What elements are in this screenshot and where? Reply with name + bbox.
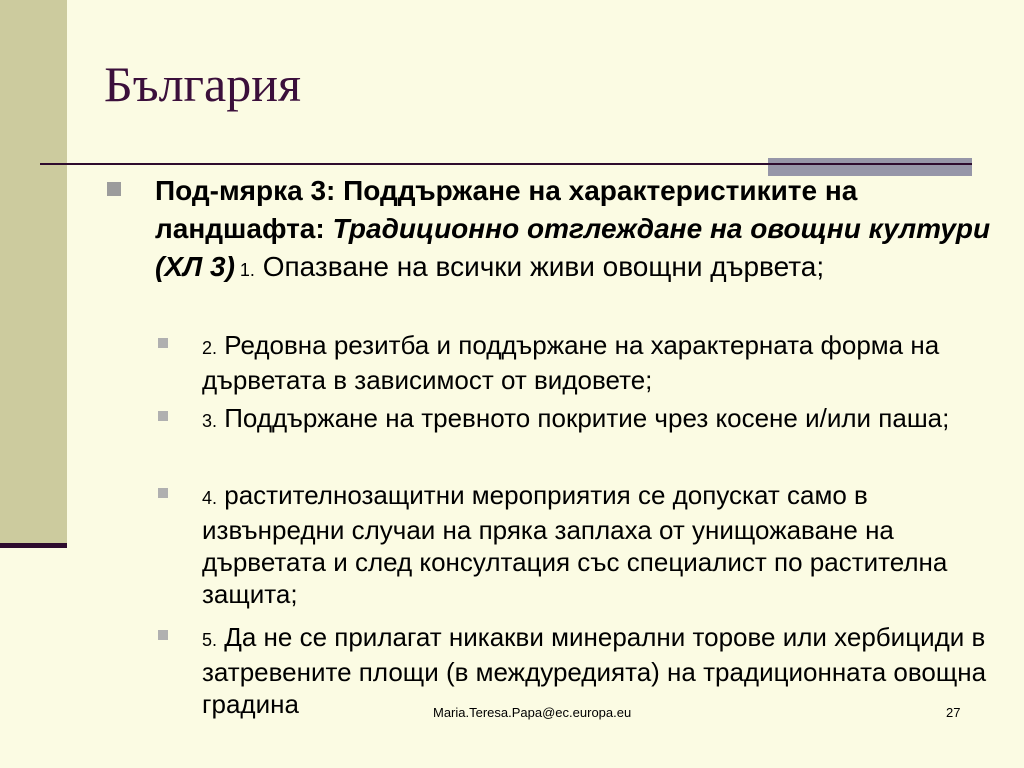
submeasure-heading: Под-мярка 3: Поддържане на характеристиките на ландшафта — [155, 175, 858, 244]
item-number: 1. — [234, 260, 255, 280]
item-text: Да не се прилагат никакви минерални торове или хербициди в затревените площи (в междуредията) на традиционната овощна градина — [202, 622, 987, 719]
list-item-text — [202, 402, 1002, 437]
square-bullet-icon — [107, 182, 121, 196]
square-bullet-icon — [158, 630, 168, 640]
square-bullet-icon — [158, 338, 168, 348]
item-number: 4. — [202, 488, 218, 508]
main-bullet-text — [155, 172, 995, 289]
item-number: 2. — [202, 338, 218, 358]
slide-title: България — [104, 56, 301, 112]
item-text: растителнозащитни мероприятия се допускат само в извънредни случаи на пряка заплаха от унищожаване на дърветата и след консултация със специалист по растителна защита; — [202, 480, 948, 609]
footer-email: Maria.Teresa.Papa@ec.europa.eu — [433, 705, 632, 720]
square-bullet-icon — [158, 488, 168, 498]
item-text: Редовна резитба и поддържане на характерната форма на дърветата в зависимост от видовете; — [202, 330, 940, 395]
traditional-orchards-label: Традиционно отглеждане на овощни култури (ХЛ 3) — [155, 213, 991, 282]
item-text: Опазване на всички живи овощни дървета; — [254, 251, 825, 282]
item-text: Поддържане на тревното покритие чрез косене и/или паша; — [217, 403, 950, 433]
item-number: 3. — [202, 411, 218, 431]
page-number: 27 — [946, 705, 961, 720]
square-bullet-icon — [158, 411, 168, 421]
item-number: 5. — [202, 630, 218, 650]
list-item-text — [202, 329, 1002, 396]
heading-colon: : — [315, 213, 333, 244]
list-item-text — [202, 479, 1002, 610]
